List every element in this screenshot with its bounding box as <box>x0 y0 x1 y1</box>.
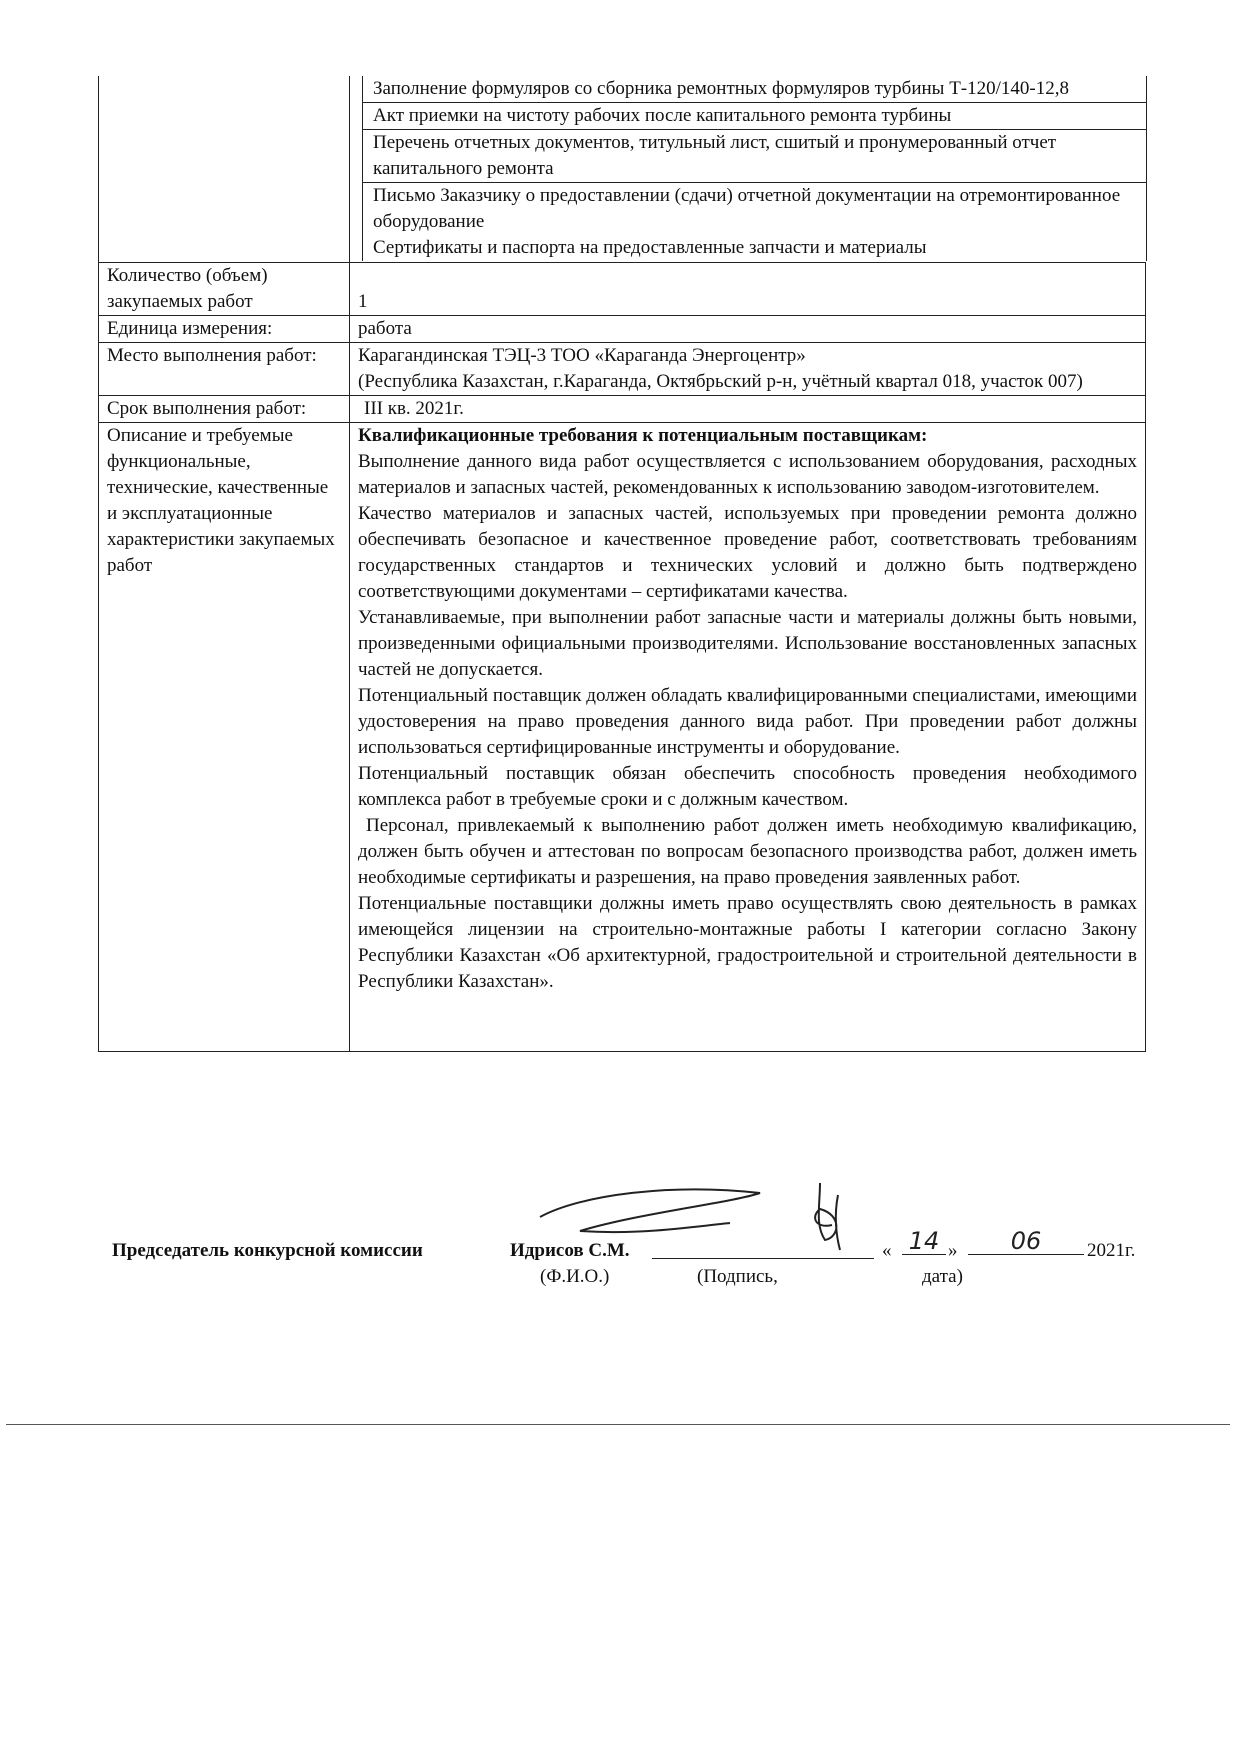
paragraph: Выполнение данного вида работ осуществляется с использованием оборудования, расходных материалов и запасных частей, рекомендованных к использованию заводом-изготовителем. <box>358 451 1137 498</box>
signature-line <box>652 1258 874 1259</box>
term-value: III кв. 2021г. <box>350 396 1146 423</box>
quantity-label: Количество (объем) закупаемых работ <box>99 263 350 316</box>
list-item: Письмо Заказчику о предоставлении (сдачи) отчетной документации на отремонтированное оборудование Сертификаты и паспорта на предоставленные запчасти и материалы <box>373 185 1121 258</box>
list-item: Перечень отчетных документов, титульный лист, сшитый и пронумерованный отчет капитального ремонта <box>363 130 1146 183</box>
table-row-unit <box>99 316 1146 343</box>
paragraph: Потенциальный поставщик обязан обеспечить способность проведения необходимого комплекса работ в требуемые сроки и с должным качеством. <box>358 763 1137 810</box>
paragraph: Устанавливаемые, при выполнении работ запасные части и материалы должны быть новыми, произведенными официальными производителями. Использование восстановленных запасных частей не допускается. <box>358 607 1137 680</box>
chairman-title: Председатель конкурсной комиссии <box>112 1240 423 1261</box>
place-value: Карагандинская ТЭЦ-3 ТОО «Караганда Энергоцентр» (Республика Казахстан, г.Караганда, Октябрьский р-н, учётный квартал 018, участок 007) <box>350 343 1146 396</box>
term-label: Срок выполнения работ: <box>99 396 350 423</box>
date-month: 06 <box>968 1228 1084 1255</box>
table-row-description <box>99 423 1146 1052</box>
description-value <box>350 423 1146 1052</box>
table-row-term <box>99 396 1146 423</box>
empty-label-cell <box>99 76 350 263</box>
quantity-value: 1 <box>350 263 1146 316</box>
description-label: Описание и требуемые функциональные, технические, качественные и эксплуатационные характеристики закупаемых работ <box>99 423 350 1052</box>
list-item: Заполнение формуляров со сборника ремонтных формуляров турбины Т-120/140-12,8 <box>363 76 1146 103</box>
list-item: Акт приемки на чистоту рабочих после капитального ремонта турбины <box>363 103 1146 130</box>
paragraph: Потенциальный поставщик должен обладать квалифицированными специалистами, имеющими удостоверения на право проведения данного вида работ. При проведении работ должны использоваться сертифицированные инструменты и оборудование. <box>358 685 1137 758</box>
date-quote-open: « <box>882 1240 892 1261</box>
caption-signature: (Подпись, <box>697 1266 778 1287</box>
date-quote-close: » <box>948 1240 958 1261</box>
table-row-place <box>99 343 1146 396</box>
continued-documents-cell <box>350 76 1146 263</box>
paragraph: Качество материалов и запасных частей, используемых при проведении ремонта должно обеспечивать безопасное и качественное проведение работ, соответствовать требованиям государственных стандартов и технических условий и должно быть подтверждено соответствующими документами – сертификатами качества. <box>358 503 1137 602</box>
unit-value: работа <box>350 316 1146 343</box>
date-day: 14 <box>902 1228 946 1255</box>
requirements-heading: Квалификационные требования к потенциальным поставщикам: <box>358 425 928 446</box>
chairman-name: Идрисов С.М. <box>510 1240 630 1261</box>
date-year: 2021г. <box>1087 1240 1136 1261</box>
table-row-continued <box>99 76 1146 263</box>
caption-fio: (Ф.И.О.) <box>540 1266 610 1287</box>
table-row-quantity <box>99 263 1146 316</box>
paragraph: Персонал, привлекаемый к выполнению работ должен иметь необходимую квалификацию, должен быть обучен и аттестован по вопросам безопасного производства работ, должен иметь необходимые сертификаты и разрешения, на право проведения заявленных работ. <box>358 815 1137 888</box>
caption-date: дата) <box>922 1266 963 1287</box>
place-label: Место выполнения работ: <box>99 343 350 396</box>
unit-label: Единица измерения: <box>99 316 350 343</box>
specification-table <box>98 76 1146 1052</box>
paragraph: Потенциальные поставщики должны иметь право осуществлять свою деятельность в рамках имеющейся лицензии на строительно-монтажные работы I категории согласно Закону Республики Казахстан «Об архитектурной, градостроительной и строительной деятельности в Республики Казахстан». <box>358 893 1137 992</box>
page-divider <box>6 1424 1230 1425</box>
